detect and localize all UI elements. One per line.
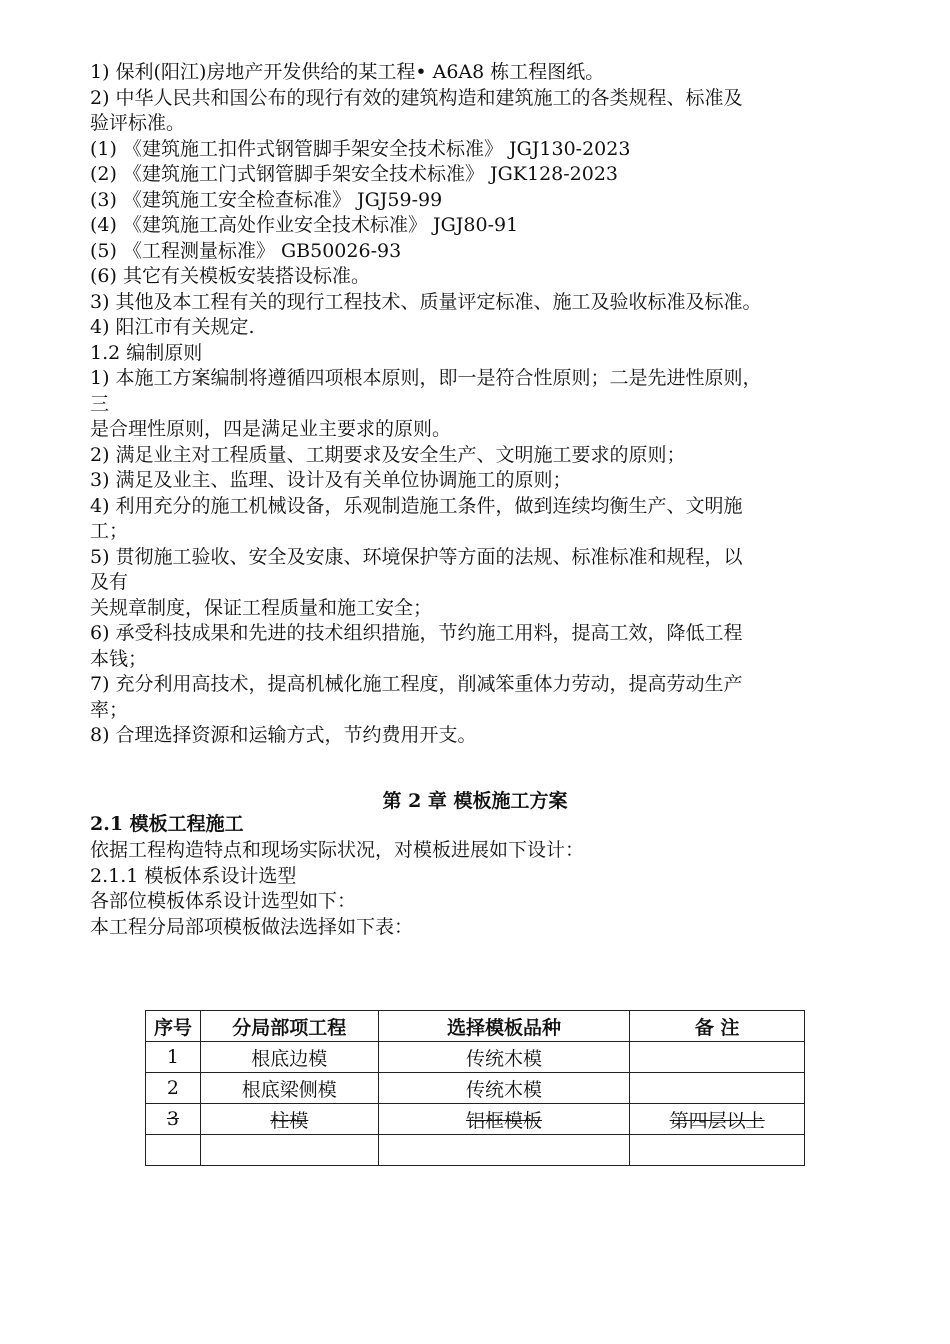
table-cell: 传统木模 [378, 1042, 630, 1073]
text-line: 4) 阳江市有关规定. [90, 316, 255, 338]
text-line: 验评标准。 [90, 112, 186, 134]
text-line: 1) 本施工方案编制将遵循四项根本原则，即一是符合性原则；二是先进性原则， [90, 367, 762, 389]
text-line: 3) 满足及业主、监理、设计及有关单位协调施工的原则； [90, 469, 572, 491]
table-cell: 根底边模 [200, 1042, 378, 1073]
table-cell: 根底梁侧模 [200, 1073, 378, 1104]
table-row-empty [146, 1135, 805, 1166]
text-line: (6) 其它有关模板安装搭设标准。 [90, 265, 370, 287]
section-title: 2.1 模板工程施工 [90, 813, 244, 835]
table-cell: 第四层以上 [630, 1104, 805, 1135]
table-row [146, 1042, 805, 1073]
chapter-title: 第 2 章 模板施工方案 [382, 790, 568, 812]
text-line: (5) 《工程测量标准》 GB50026-93 [90, 239, 402, 262]
table-cell: 3 [146, 1104, 201, 1135]
text-line: 2.1.1 模板体系设计选型 [90, 864, 297, 887]
text-line: 6) 承受科技成果和先进的技术组织措施，节约施工用料，提高工效，降低工程 [90, 622, 743, 644]
text-line: 2) 中华人民共和国公布的现行有效的建筑构造和建筑施工的各类规程、标准及 [90, 86, 743, 109]
header-index: 序号 [146, 1011, 201, 1042]
text-line: (4) 《建筑施工高处作业安全技术标准》 JGJ80-91 [90, 214, 519, 236]
text-line: 及有 [90, 571, 129, 593]
text-line: 关规章制度，保证工程质量和施工安全； [90, 596, 433, 619]
formwork-table [145, 1010, 805, 1166]
text-line: 工； [90, 520, 129, 542]
text-line: 1) 保利(阳江)房地产开发供给的某工程• A6A8 栋工程图纸。 [90, 61, 605, 83]
text-line: 依据工程构造特点和现场实际状况，对模板进展如下设计： [90, 839, 585, 861]
table-cell [630, 1042, 805, 1073]
text-line: (1) 《建筑施工扣件式钢管脚手架安全技术标准》 JGJ130-2023 [90, 137, 631, 160]
table-row [146, 1104, 805, 1135]
text-line: 本工程分局部项模板做法选择如下表： [90, 915, 414, 938]
table-cell: 传统木模 [378, 1073, 630, 1104]
text-line: 各部位模板体系设计选型如下： [90, 890, 357, 912]
text-line: 5) 贯彻施工验收、安全及安康、环境保护等方面的法规、标准标准和规程，以 [90, 545, 743, 568]
table-cell [378, 1135, 630, 1166]
header-item: 分局部项工程 [200, 1011, 378, 1042]
table-cell: 铝框模板 [378, 1104, 630, 1135]
table-row [146, 1073, 805, 1104]
header-template: 选择模板品种 [378, 1011, 630, 1042]
table-cell [630, 1073, 805, 1104]
table-header-row [146, 1011, 805, 1042]
text-line: (2) 《建筑施工门式钢管脚手架安全技术标准》 JGK128-2023 [90, 163, 619, 185]
table-cell [630, 1135, 805, 1166]
text-line: 3) 其他及本工程有关的现行工程技术、质量评定标准、施工及验收标准及标准。 [90, 290, 762, 313]
text-line: 本钱； [90, 647, 148, 670]
text-line: 7) 充分利用高技术，提高机械化施工程度，削减笨重体力劳动，提高劳动生产 [90, 673, 743, 695]
table-cell: 2 [146, 1073, 201, 1104]
text-line: 三 [90, 392, 110, 415]
text-line: (3) 《建筑施工安全检查标准》 JGJ59-99 [90, 188, 443, 211]
body-text-bottom [90, 838, 870, 940]
table-cell [200, 1135, 378, 1166]
text-line: 是合理性原则，四是满足业主要求的原则。 [90, 418, 452, 440]
text-line: 2) 满足业主对工程质量、工期要求及安全生产、文明施工要求的原则； [90, 443, 686, 466]
table-cell [146, 1135, 201, 1166]
table-cell: 1 [146, 1042, 201, 1073]
header-remark: 备 注 [630, 1011, 805, 1042]
text-line: 1.2 编制原则 [90, 341, 203, 364]
table-cell: 柱模 [200, 1104, 378, 1135]
body-text-top [90, 60, 870, 749]
text-line: 4) 利用充分的施工机械设备，乐观制造施工条件，做到连续均衡生产、文明施 [90, 494, 743, 517]
text-line: 8) 合理选择资源和运输方式，节约费用开支。 [90, 724, 477, 746]
text-line: 率； [90, 698, 129, 721]
